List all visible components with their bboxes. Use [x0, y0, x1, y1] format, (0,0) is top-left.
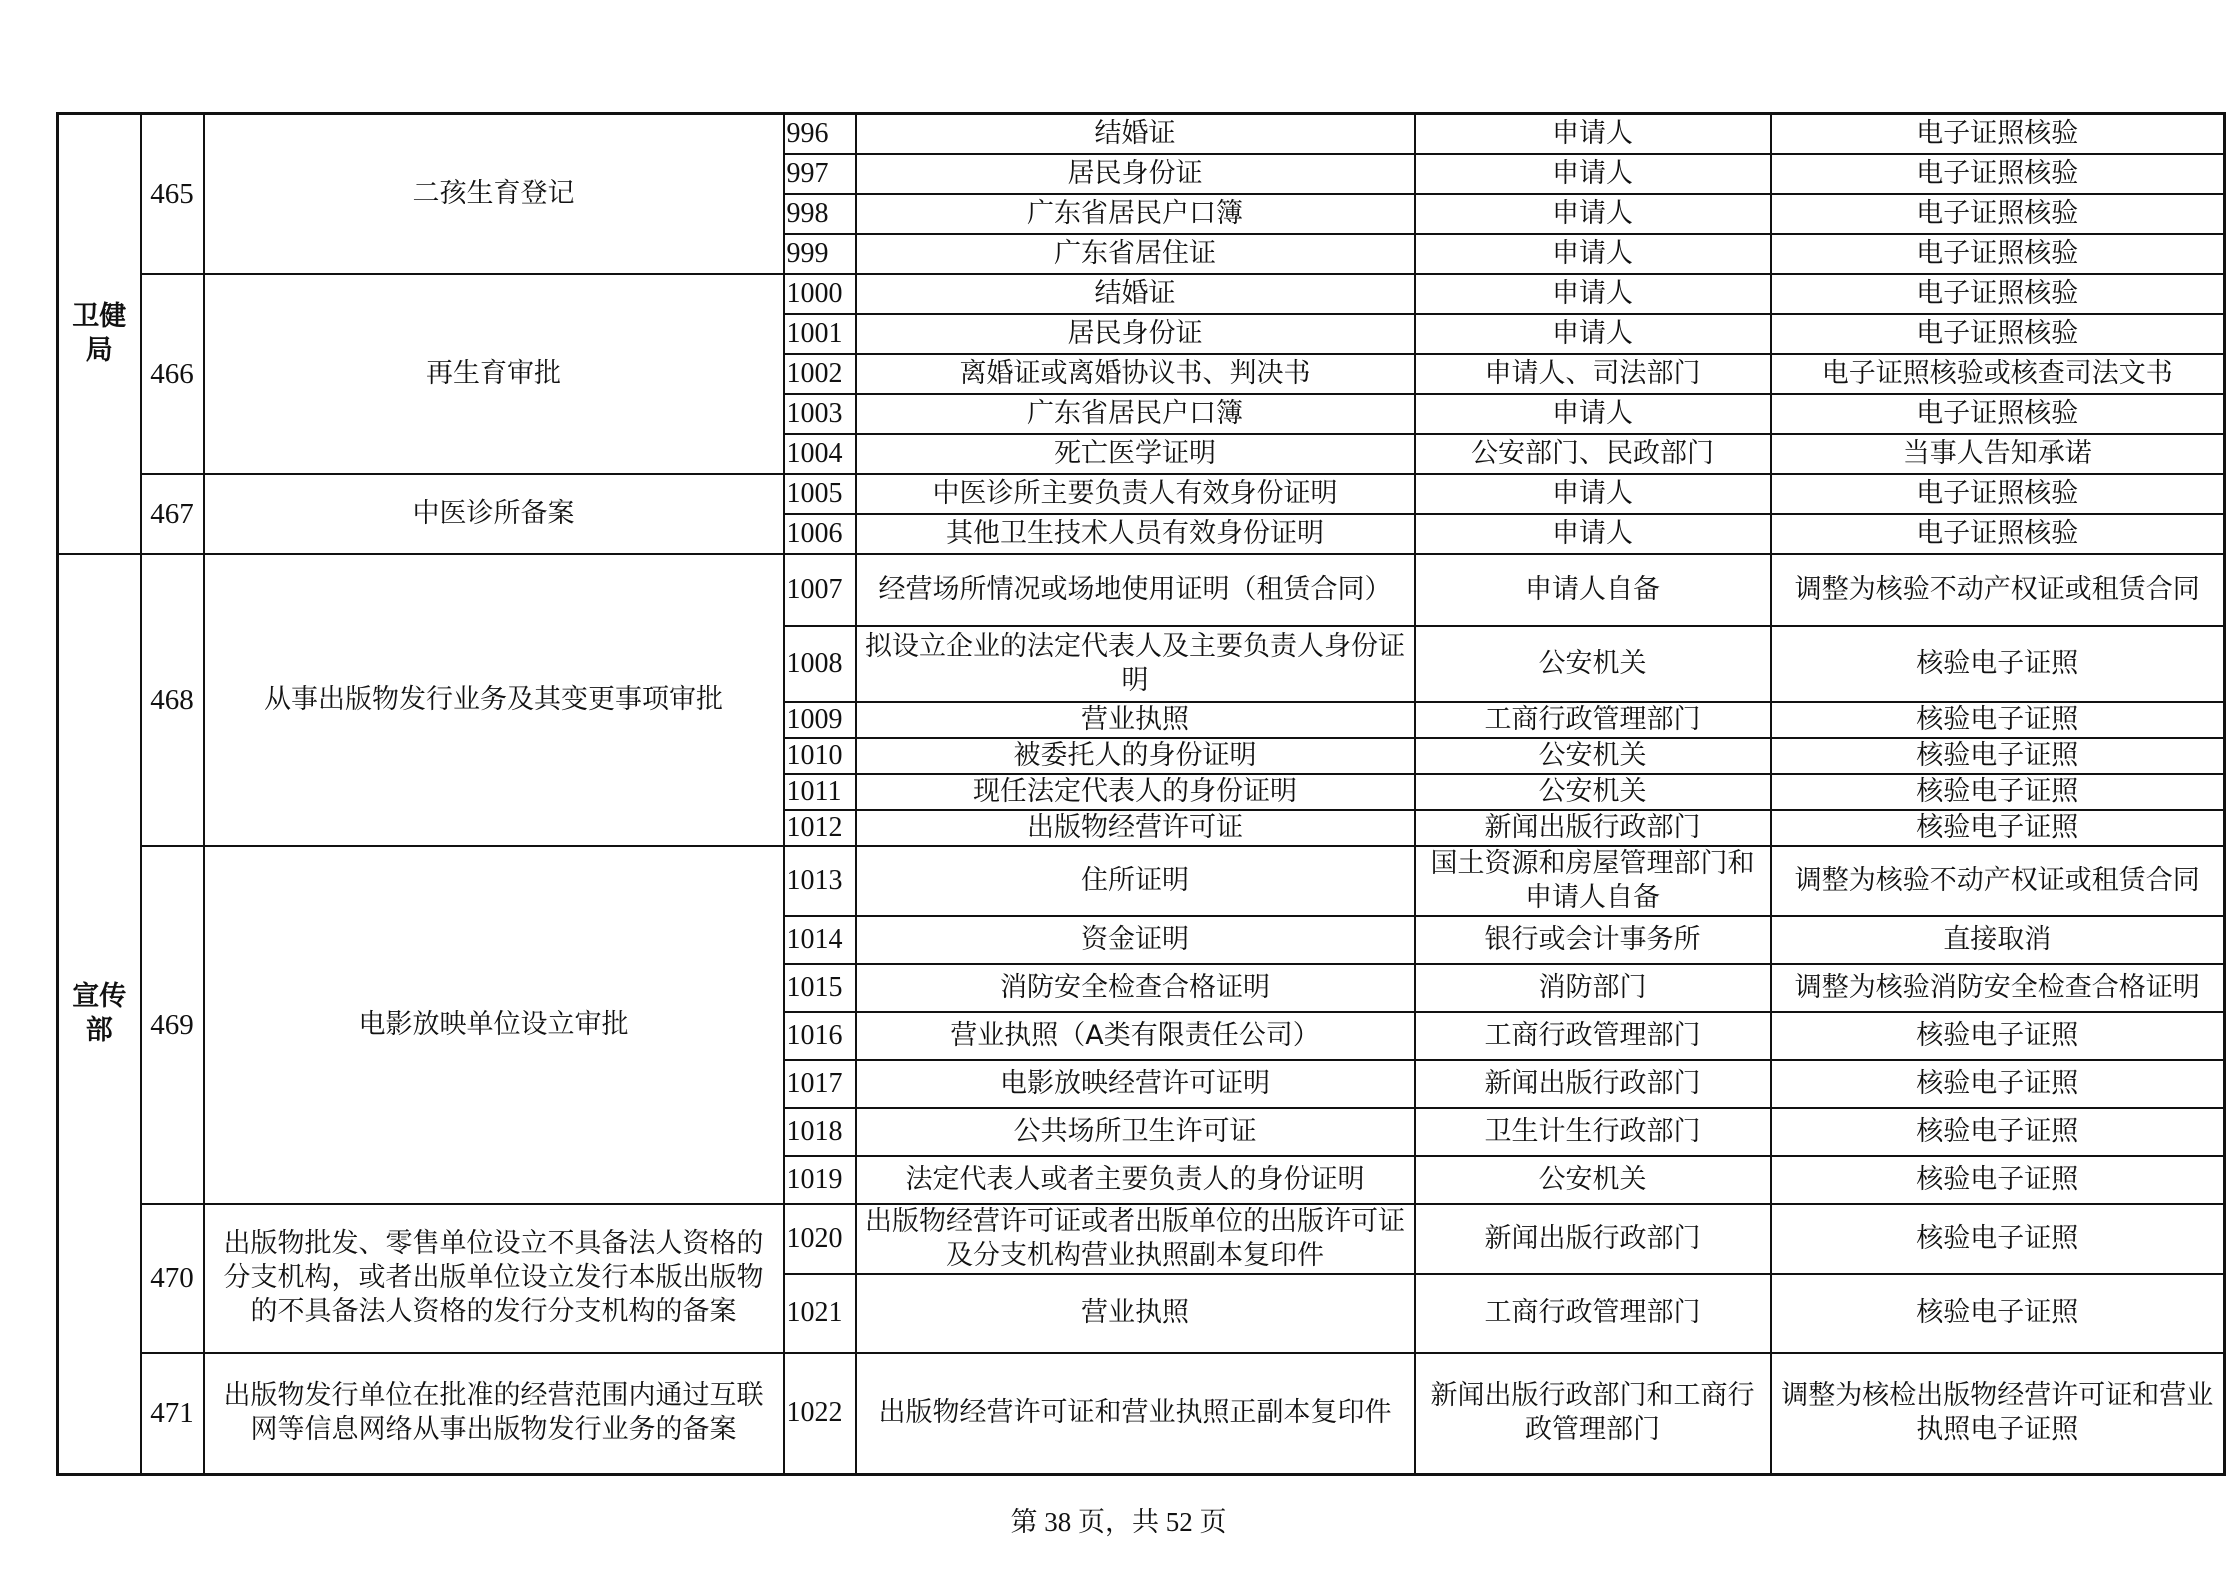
item-number: 470	[141, 1204, 204, 1353]
table-row	[58, 554, 2225, 626]
certificate-table	[56, 112, 2226, 1476]
material-source: 银行或会计事务所	[1415, 916, 1771, 964]
material-source: 公安机关	[1415, 774, 1771, 810]
material-id: 1021	[784, 1274, 856, 1353]
verification-method: 核验电子证照	[1771, 1274, 2225, 1353]
material-source: 公安机关	[1415, 1156, 1771, 1204]
material-id: 1006	[784, 514, 856, 554]
material-id: 1002	[784, 354, 856, 394]
material-name: 现任法定代表人的身份证明	[856, 774, 1415, 810]
verification-method: 电子证照核验	[1771, 234, 2225, 274]
material-source: 新闻出版行政部门	[1415, 810, 1771, 846]
material-source: 国土资源和房屋管理部门和申请人自备	[1415, 846, 1771, 916]
material-source: 申请人	[1415, 314, 1771, 354]
material-name: 中医诊所主要负责人有效身份证明	[856, 474, 1415, 514]
material-source: 工商行政管理部门	[1415, 702, 1771, 738]
material-name: 被委托人的身份证明	[856, 738, 1415, 774]
material-id: 997	[784, 154, 856, 194]
material-name: 结婚证	[856, 274, 1415, 314]
verification-method: 核验电子证照	[1771, 702, 2225, 738]
material-id: 1016	[784, 1012, 856, 1060]
material-id: 1020	[784, 1204, 856, 1274]
material-name: 居民身份证	[856, 154, 1415, 194]
material-source: 新闻出版行政部门和工商行政管理部门	[1415, 1353, 1771, 1475]
table-row	[58, 114, 2225, 154]
material-id: 1001	[784, 314, 856, 354]
material-id: 1009	[784, 702, 856, 738]
material-source: 公安机关	[1415, 626, 1771, 702]
verification-method: 电子证照核验或核查司法文书	[1771, 354, 2225, 394]
material-id: 998	[784, 194, 856, 234]
material-name: 离婚证或离婚协议书、判决书	[856, 354, 1415, 394]
table-row	[58, 474, 2225, 514]
material-source: 申请人	[1415, 154, 1771, 194]
department-name: 卫健局	[72, 300, 127, 366]
material-name: 出版物经营许可证	[856, 810, 1415, 846]
material-name: 广东省居民户口簿	[856, 194, 1415, 234]
verification-method: 核验电子证照	[1771, 1060, 2225, 1108]
verification-method: 电子证照核验	[1771, 394, 2225, 434]
material-id: 1015	[784, 964, 856, 1012]
material-name: 公共场所卫生许可证	[856, 1108, 1415, 1156]
material-id: 1004	[784, 434, 856, 474]
table-row	[58, 274, 2225, 314]
material-name: 死亡医学证明	[856, 434, 1415, 474]
verification-method: 电子证照核验	[1771, 274, 2225, 314]
material-id: 1022	[784, 1353, 856, 1475]
table-row	[58, 1204, 2225, 1274]
item-name: 出版物批发、零售单位设立不具备法人资格的分支机构，或者出版单位设立发行本版出版物的不具备法人资格的发行分支机构的备案	[204, 1204, 784, 1353]
verification-method: 调整为核验消防安全检查合格证明	[1771, 964, 2225, 1012]
item-number: 471	[141, 1353, 204, 1475]
material-name: 营业执照（A类有限责任公司）	[856, 1012, 1415, 1060]
verification-method: 当事人告知承诺	[1771, 434, 2225, 474]
material-id: 1008	[784, 626, 856, 702]
item-name: 电影放映单位设立审批	[204, 846, 784, 1204]
material-source: 申请人	[1415, 474, 1771, 514]
material-source: 申请人	[1415, 114, 1771, 154]
material-source: 新闻出版行政部门	[1415, 1204, 1771, 1274]
verification-method: 核验电子证照	[1771, 626, 2225, 702]
verification-method: 核验电子证照	[1771, 1108, 2225, 1156]
verification-method: 核验电子证照	[1771, 1156, 2225, 1204]
verification-method: 电子证照核验	[1771, 114, 2225, 154]
material-id: 999	[784, 234, 856, 274]
material-id: 1017	[784, 1060, 856, 1108]
material-source: 新闻出版行政部门	[1415, 1060, 1771, 1108]
verification-method: 核验电子证照	[1771, 1012, 2225, 1060]
item-name: 再生育审批	[204, 274, 784, 474]
verification-method: 直接取消	[1771, 916, 2225, 964]
verification-method: 电子证照核验	[1771, 314, 2225, 354]
material-name: 电影放映经营许可证明	[856, 1060, 1415, 1108]
material-id: 1012	[784, 810, 856, 846]
verification-method: 核验电子证照	[1771, 774, 2225, 810]
material-source: 申请人	[1415, 394, 1771, 434]
verification-method: 电子证照核验	[1771, 514, 2225, 554]
material-source: 卫生计生行政部门	[1415, 1108, 1771, 1156]
material-name: 广东省居住证	[856, 234, 1415, 274]
material-name: 营业执照	[856, 702, 1415, 738]
material-id: 996	[784, 114, 856, 154]
material-name: 结婚证	[856, 114, 1415, 154]
material-id: 1014	[784, 916, 856, 964]
material-source: 申请人	[1415, 194, 1771, 234]
item-name: 从事出版物发行业务及其变更事项审批	[204, 554, 784, 846]
material-source: 申请人	[1415, 514, 1771, 554]
material-source: 申请人、司法部门	[1415, 354, 1771, 394]
table-row	[58, 846, 2225, 916]
material-id: 1013	[784, 846, 856, 916]
material-name: 出版物经营许可证或者出版单位的出版许可证及分支机构营业执照副本复印件	[856, 1204, 1415, 1274]
verification-method: 调整为核验不动产权证或租赁合同	[1771, 554, 2225, 626]
material-name: 其他卫生技术人员有效身份证明	[856, 514, 1415, 554]
verification-method: 调整为核检出版物经营许可证和营业执照电子证照	[1771, 1353, 2225, 1475]
verification-method: 核验电子证照	[1771, 738, 2225, 774]
material-id: 1010	[784, 738, 856, 774]
material-name: 住所证明	[856, 846, 1415, 916]
material-source: 申请人自备	[1415, 554, 1771, 626]
material-source: 工商行政管理部门	[1415, 1012, 1771, 1060]
item-number: 465	[141, 114, 204, 274]
material-id: 1011	[784, 774, 856, 810]
verification-method: 电子证照核验	[1771, 194, 2225, 234]
material-source: 工商行政管理部门	[1415, 1274, 1771, 1353]
material-source: 申请人	[1415, 274, 1771, 314]
item-name: 出版物发行单位在批准的经营范围内通过互联网等信息网络从事出版物发行业务的备案	[204, 1353, 784, 1475]
item-number: 469	[141, 846, 204, 1204]
material-name: 居民身份证	[856, 314, 1415, 354]
material-id: 1005	[784, 474, 856, 514]
material-source: 消防部门	[1415, 964, 1771, 1012]
verification-method: 电子证照核验	[1771, 474, 2225, 514]
verification-method: 电子证照核验	[1771, 154, 2225, 194]
department-name: 宣传部	[72, 980, 127, 1046]
material-name: 经营场所情况或场地使用证明（租赁合同）	[856, 554, 1415, 626]
item-name: 二孩生育登记	[204, 114, 784, 274]
department-cell	[58, 114, 141, 554]
material-id: 1018	[784, 1108, 856, 1156]
material-id: 1007	[784, 554, 856, 626]
item-number: 467	[141, 474, 204, 554]
material-id: 1003	[784, 394, 856, 434]
verification-method: 核验电子证照	[1771, 810, 2225, 846]
material-name: 资金证明	[856, 916, 1415, 964]
material-source: 申请人	[1415, 234, 1771, 274]
item-number: 466	[141, 274, 204, 474]
verification-method: 核验电子证照	[1771, 1204, 2225, 1274]
material-name: 法定代表人或者主要负责人的身份证明	[856, 1156, 1415, 1204]
material-name: 广东省居民户口簿	[856, 394, 1415, 434]
table-row	[58, 1353, 2225, 1475]
material-source: 公安部门、民政部门	[1415, 434, 1771, 474]
item-number: 468	[141, 554, 204, 846]
department-cell	[58, 554, 141, 1475]
material-name: 消防安全检查合格证明	[856, 964, 1415, 1012]
material-name: 营业执照	[856, 1274, 1415, 1353]
material-source: 公安机关	[1415, 738, 1771, 774]
material-name: 拟设立企业的法定代表人及主要负责人身份证明	[856, 626, 1415, 702]
material-id: 1019	[784, 1156, 856, 1204]
item-name: 中医诊所备案	[204, 474, 784, 554]
material-name: 出版物经营许可证和营业执照正副本复印件	[856, 1353, 1415, 1475]
page-number: 第 38 页，共 52 页	[1010, 1507, 1227, 1537]
material-id: 1000	[784, 274, 856, 314]
verification-method: 调整为核验不动产权证或租赁合同	[1771, 846, 2225, 916]
